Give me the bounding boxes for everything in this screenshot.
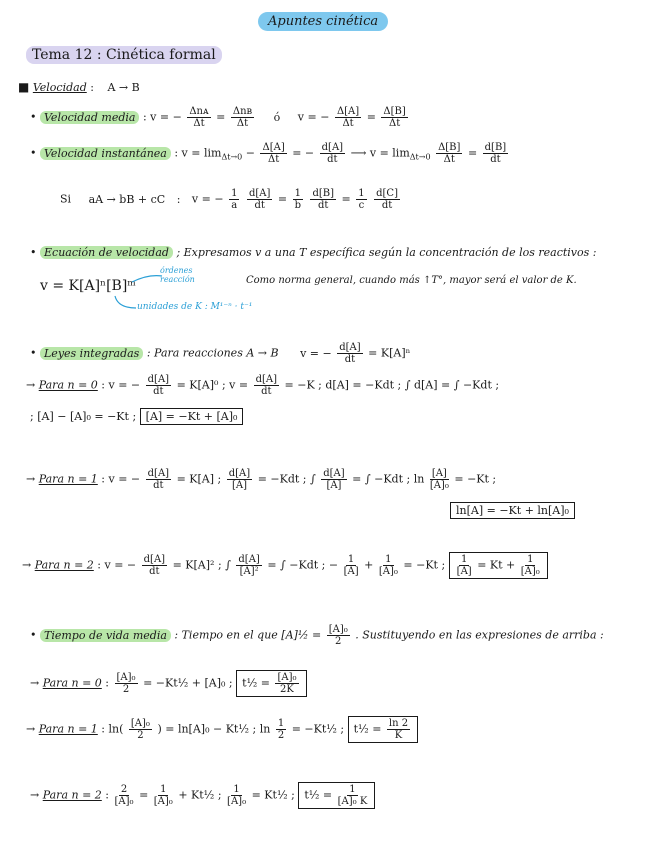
media-eq1-lhs: v = − <box>150 110 182 124</box>
t-n0-result-box <box>236 670 306 697</box>
fraction: $\frac{1}{\text{[A]₀}}$ <box>227 784 247 807</box>
n1-result-box: ln[A] = −Kt + ln[A]₀ <box>450 502 575 519</box>
t-n1-c1: : ln( <box>101 722 124 736</box>
fraction: $\frac{d[A]}{\text{[A]²}}$ <box>238 554 260 577</box>
n0-line2-text: ; [A] − [A]₀ = −Kt ; <box>30 410 137 423</box>
si-text: Si <box>60 192 72 206</box>
fraction: $\frac{[A]}{\text{[A]₀}}$ <box>429 468 449 491</box>
fraction: $\frac{d[B]}{dt}$ <box>312 188 335 211</box>
fraction: $\frac{\text{Δnᴀ}}{\Delta t}$ <box>189 106 209 129</box>
equals: = <box>139 788 149 802</box>
section-n0: → Para n = 0 : v = − $\frac{d[A]}{dt}$ = K[A]⁰ ; v = $\frac{d[A]}{dt}$ = −K ; d[A] = −Kdt ; ∫ d[A] = ∫ −Kdt ; <box>26 374 500 397</box>
equals: = − <box>292 146 315 160</box>
leyes-lhs: v = − <box>300 346 332 360</box>
section-general-relation <box>60 188 402 211</box>
lim-lhs: v = lim <box>181 146 222 160</box>
n0-result-box: [A] = −Kt + [A]₀ <box>140 408 244 425</box>
section-velocidad-instantanea: • Velocidad instantánea : $v = \lim_{\Delta t\to 0}$ − $\frac{\Delta[A]}{\Delta t}$ = − $\frac{d[A]}{dt}$ ⟶ $v = \lim_{\Delta t\to 0}$ $\frac{\Delta[B]}{\Delta t}$ = $\frac{d[B]}{dt}$ <box>30 142 507 165</box>
fraction: $\frac{\text{[A]₀}}{2}$ <box>130 718 150 741</box>
t-half-lhs: t½ = <box>353 722 382 736</box>
n1-c5: = −Kt ; <box>454 472 497 486</box>
fraction: $\frac{1}{\text{[A]₀}}$ <box>153 784 173 807</box>
section-leyes-integradas: • Leyes integradas : Para reacciones A → B v = − $\frac{d[A]}{dt}$ = K[A]ⁿ <box>30 342 411 365</box>
t-n1-label: Para n = 1 <box>38 722 98 736</box>
fraction: $\frac{1}{[A]}$ <box>456 554 472 577</box>
equals: = <box>366 110 376 124</box>
n1-c3: = −Kdt ; ∫ <box>257 472 316 486</box>
colon: : <box>105 676 110 690</box>
section-velocidad-media: • Velocidad media : v = − $\frac{\text{Δnᴀ}}{\Delta t}$ = $\frac{\text{Δnʙ}}{\Delta t}$ ó v = − $\frac{\Delta[A]}{\Delta t}$ = $\frac{\Delta[B]}{\Delta t}$ <box>30 106 406 129</box>
or-text: ó <box>273 110 281 124</box>
colon: : <box>176 192 181 206</box>
section-vida-media: • Tiempo de vida media : Tiempo en el que [A]½ = $\frac{\text{[A]₀}}{2}$ . Sustituyendo en las expresiones de arriba : <box>30 624 604 647</box>
instantanea-label: Velocidad instantánea <box>40 147 171 160</box>
t-n0-label: Para n = 0 <box>42 676 102 690</box>
ecuacion-rule: Como norma general, cuando más ↑T°, mayor será el valor de K. <box>246 275 577 286</box>
n2-result-box <box>449 552 548 579</box>
fraction: $\frac{1}{\text{[A]₀}}$ <box>378 554 398 577</box>
section-t-n0: → Para n = 0 : $\frac{\text{[A]₀}}{2}$ = −Kt½ + [A]₀ ; t½ = $\frac{\text{[A]₀}}{2K}$ <box>30 670 307 697</box>
fraction: $\frac{d[A]}{dt}$ <box>143 554 166 577</box>
n2-c5: = −Kt ; <box>403 558 446 572</box>
section-velocidad: ■ Velocidad : A → B <box>18 80 140 94</box>
note-ordenes: órdenes reacción <box>160 266 195 284</box>
n0-c1: : v = − <box>101 378 141 392</box>
n2-c2: = K[A]² ; ∫ <box>172 558 231 572</box>
leyes-label: Leyes integradas <box>40 347 143 360</box>
arrow-unidades <box>115 296 136 308</box>
velocidad-reaction: A → B <box>107 81 140 94</box>
t-n2-c2: + Kt½ ; <box>178 788 222 802</box>
vida-media-text1: : Tiempo en el que [A]½ = <box>174 628 322 642</box>
general-lhs: v = − <box>191 192 224 206</box>
velocidad-label: Velocidad <box>32 81 87 94</box>
media-label: Velocidad media <box>40 111 139 124</box>
fraction: $\frac{1}{a}$ <box>231 188 238 211</box>
lim-sub: Δt→0 <box>409 152 431 162</box>
fraction: $\frac{\text{[A]₀}}{2}$ <box>116 672 136 695</box>
n0-c3: = −K ; d[A] = −Kdt ; ∫ d[A] = ∫ −Kdt ; <box>284 378 500 392</box>
rate-law-formula: v = K[A]ⁿ[B]ᵐ <box>40 278 136 294</box>
general-reaction: aA → bB + cC <box>88 192 166 206</box>
fraction: $\frac{d[A]}{dt}$ <box>321 142 344 165</box>
t-n1-result-box <box>348 716 418 743</box>
t-n2-result-box <box>298 782 375 809</box>
section-t-n2: → Para n = 2 : $\frac{2}{\text{[A]₀}}$ = $\frac{1}{\text{[A]₀}}$ + Kt½ ; $\frac{1}{\text{[A]₀}}$ = Kt½ ; t½ = $\frac{1}{\text{[A]₀ K}}$ <box>30 782 375 809</box>
equals: = <box>216 110 226 124</box>
fraction: $\frac{d[A]}{dt}$ <box>248 188 271 211</box>
n2-c4: + <box>364 558 374 572</box>
fraction: $\frac{\Delta[A]}{\Delta t}$ <box>336 106 360 129</box>
equals: = <box>341 192 351 206</box>
t-half-lhs: t½ = <box>242 676 270 690</box>
t-n1-c2: ) = ln[A]₀ − Kt½ ; ln <box>157 722 271 736</box>
t-n1-c3: = −Kt½ ; <box>291 722 345 736</box>
fraction: $\frac{1}{\text{[A]₀}}$ <box>520 554 540 577</box>
t-n0-mid: = −Kt½ + [A]₀ ; <box>143 676 233 690</box>
fraction: $\frac{2}{\text{[A]₀}}$ <box>114 784 134 807</box>
n0-line2 <box>30 410 243 423</box>
n1-label: Para n = 1 <box>38 472 98 486</box>
arrow-lim: ⟶ v = lim <box>350 146 410 160</box>
n1-c1: : v = − <box>101 472 141 486</box>
fraction: $\frac{d[A]}{dt}$ <box>255 374 278 397</box>
fraction: $\frac{d[A]}{[A]}$ <box>228 468 251 491</box>
equals: = <box>277 192 288 206</box>
fraction: $\frac{\text{[A]₀}}{2K}$ <box>277 672 297 695</box>
vida-media-label: Tiempo de vida media <box>40 629 171 642</box>
page-title: Apuntes cinética <box>258 12 388 31</box>
n0-c2: = K[A]⁰ ; v = <box>176 378 249 392</box>
bullet-icon: ■ <box>18 80 30 94</box>
ecuacion-label: Ecuación de velocidad <box>40 246 173 259</box>
fraction: $\frac{d[B]}{dt}$ <box>484 142 507 165</box>
fraction: $\frac{1}{[A]}$ <box>343 554 359 577</box>
media-eq2-lhs: v = − <box>297 110 330 124</box>
lim-sub: Δt→0 <box>221 152 243 162</box>
fraction: $\frac{d[A]}{dt}$ <box>147 468 170 491</box>
t-half-lhs: t½ = <box>304 788 333 802</box>
section-t-n1: → Para n = 1 : ln( $\frac{\text{[A]₀}}{2}$ ) = ln[A]₀ − Kt½ ; ln $\frac{1}{2}$ = −Kt½ ; t½ = $\frac{\ln 2}{K}$ <box>26 716 418 743</box>
leyes-intro: : Para reacciones A → B <box>146 346 279 360</box>
section-n2: → Para n = 2 : v = − $\frac{d[A]}{dt}$ = K[A]² ; ∫ $\frac{d[A]}{\text{[A]²}}$ = ∫ −Kdt ; − $\frac{1}{[A]}$ + $\frac{1}{\text{[A]₀}}$ = −Kt ; $\frac{1}{[A]}$ = Kt + $\frac{1}{\text{[A]₀}}$ <box>22 552 548 579</box>
fraction: $\frac{\Delta[B]}{\Delta t}$ <box>438 142 461 165</box>
fraction: $\frac{d[A]}{dt}$ <box>339 342 361 365</box>
neg-sign: − <box>245 146 255 160</box>
equals: = <box>467 146 478 160</box>
section-n1: → Para n = 1 : v = − $\frac{d[A]}{dt}$ = K[A] ; $\frac{d[A]}{[A]}$ = −Kdt ; ∫ $\frac{d[A]}{[A]}$ = ∫ −Kdt ; ln $\frac{[A]}{\text{[A]₀}}$ = −Kt ; <box>26 468 497 491</box>
topic-heading: Tema 12 : Cinética formal <box>26 46 222 64</box>
t-n2-c3: = Kt½ ; <box>251 788 295 802</box>
fraction: $\frac{1}{b}$ <box>294 188 301 211</box>
n1-c4: = ∫ −Kdt ; ln <box>352 472 425 486</box>
n2-c1: : v = − <box>97 558 137 572</box>
section-ecuacion: • Ecuación de velocidad ; Expresamos v a una T específica según la concentración de los reactivos : <box>30 246 597 259</box>
fraction: $\frac{\Delta[A]}{\Delta t}$ <box>262 142 285 165</box>
fraction: $\frac{d[A]}{[A]}$ <box>323 468 345 491</box>
arrow-ordenes <box>132 276 162 282</box>
fraction: $\frac{1}{c}$ <box>358 188 365 211</box>
fraction: $\frac{\Delta[B]}{\Delta t}$ <box>383 106 406 129</box>
leyes-rhs: = K[A]ⁿ <box>368 346 411 360</box>
vida-media-text2: . Sustituyendo en las expresiones de arriba : <box>355 628 604 642</box>
n2-label: Para n = 2 <box>34 558 94 572</box>
fraction: $\frac{\text{[A]₀}}{2}$ <box>328 624 348 647</box>
fraction: $\frac{\ln 2}{K}$ <box>388 718 409 741</box>
n2-box-mid: = Kt + <box>477 558 516 572</box>
fraction: $\frac{\text{Δnʙ}}{\Delta t}$ <box>232 106 253 129</box>
n1-c2: = K[A] ; <box>176 472 222 486</box>
colon: : <box>105 788 110 802</box>
fraction: $\frac{d[C]}{dt}$ <box>376 188 398 211</box>
fraction: $\frac{1}{\text{[A]₀ K}}$ <box>337 784 368 807</box>
fraction: $\frac{1}{2}$ <box>277 718 285 741</box>
ecuacion-text: ; Expresamos v a una T específica según la concentración de los reactivos : <box>176 246 597 259</box>
fraction: $\frac{d[A]}{dt}$ <box>147 374 170 397</box>
note-unidades: unidades de K : M¹⁻ⁿ · t⁻¹ <box>137 302 253 312</box>
n0-label: Para n = 0 <box>38 378 98 392</box>
t-n2-label: Para n = 2 <box>42 788 102 802</box>
n2-c3: = ∫ −Kdt ; − <box>267 558 339 572</box>
